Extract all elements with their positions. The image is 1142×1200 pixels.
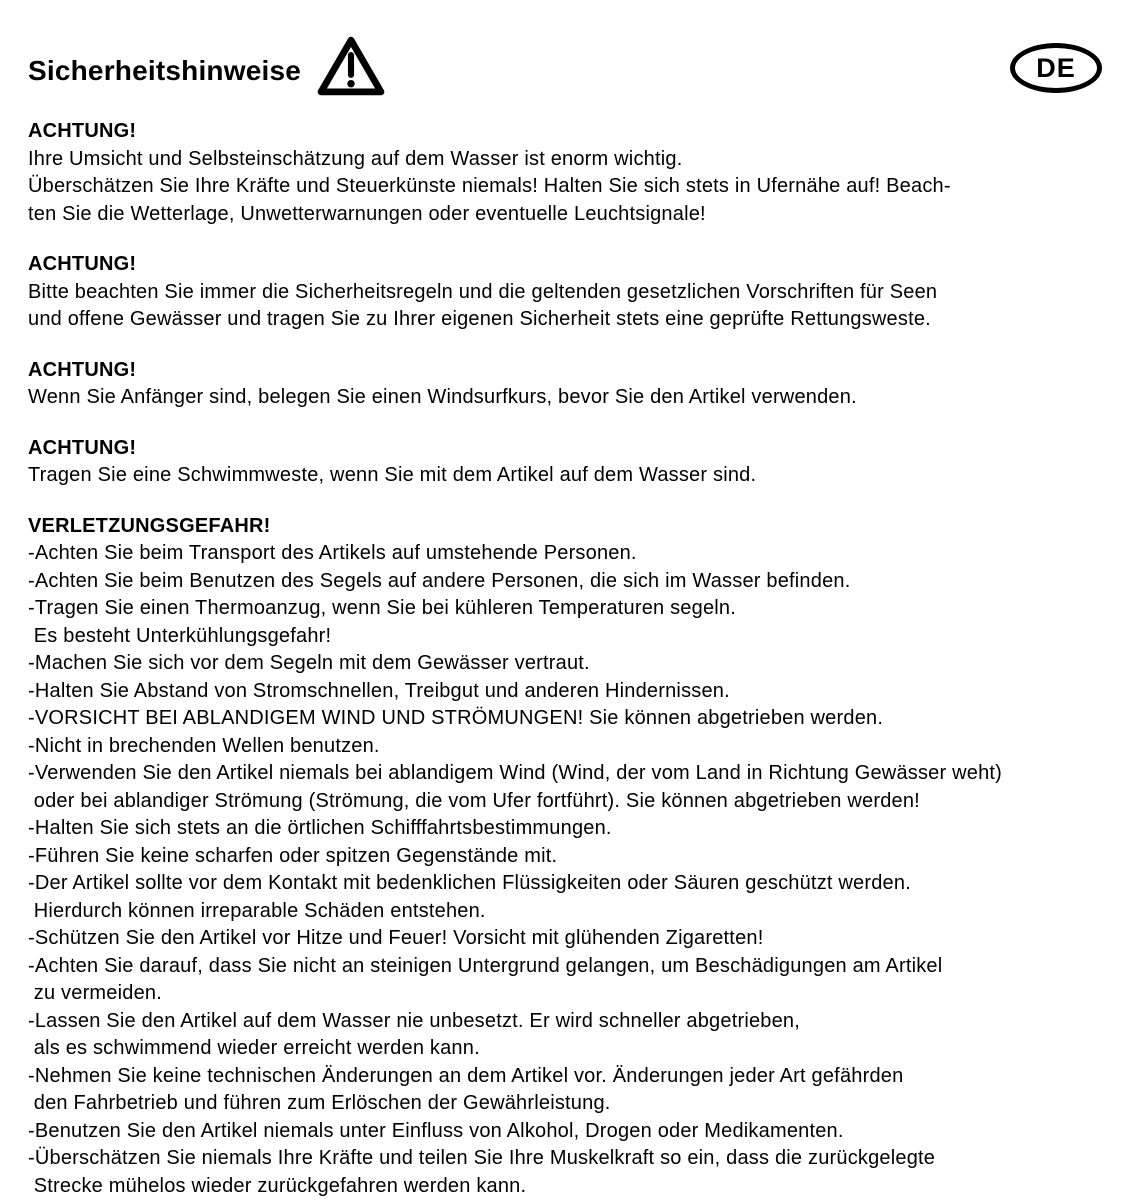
text-line: -Der Artikel sollte vor dem Kontakt mit bedenklichen Flüssigkeiten oder Säuren geschützt werden. (28, 870, 1132, 898)
text-line: -Benutzen Sie den Artikel niemals unter Einfluss von Alkohol, Drogen oder Medikamenten. (28, 1118, 1132, 1146)
text-line: -Verwenden Sie den Artikel niemals bei ablandigem Wind (Wind, der vom Land in Richtung Gewässer weht) (28, 760, 1132, 788)
text-line: zu vermeiden. (28, 980, 1132, 1008)
page-header (28, 40, 1132, 102)
text-line: Überschätzen Sie Ihre Kräfte und Steuerkünste niemals! Halten Sie sich stets in Ufernähe auf! Beach- (28, 173, 1132, 201)
section-heading: ACHTUNG! (28, 435, 1132, 463)
text-line: oder bei ablandiger Strömung (Strömung, die vom Ufer fortführt). Sie können abgetrieben werden! (28, 788, 1132, 816)
text-line: und offene Gewässer und tragen Sie zu Ihrer eigenen Sicherheit stets eine geprüfte Rettungsweste. (28, 306, 1132, 334)
text-line: -Machen Sie sich vor dem Segeln mit dem Gewässer vertraut. (28, 650, 1132, 678)
section-achtung-3 (28, 357, 1132, 412)
text-line: -Überschätzen Sie niemals Ihre Kräfte und teilen Sie Ihre Muskelkraft so ein, dass die zurückgelegte (28, 1145, 1132, 1173)
text-line: Wenn Sie Anfänger sind, belegen Sie einen Windsurfkurs, bevor Sie den Artikel verwenden. (28, 384, 1132, 412)
text-line: -VORSICHT BEI ABLANDIGEM WIND UND STRÖMUNGEN! Sie können abgetrieben werden. (28, 705, 1132, 733)
text-line: -Achten Sie beim Benutzen des Segels auf andere Personen, die sich im Wasser befinden. (28, 568, 1132, 596)
section-verletzungsgefahr (28, 513, 1132, 1200)
text-line: -Tragen Sie einen Thermoanzug, wenn Sie bei kühleren Temperaturen segeln. (28, 595, 1132, 623)
text-line: Tragen Sie eine Schwimmweste, wenn Sie mit dem Artikel auf dem Wasser sind. (28, 462, 1132, 490)
text-line: -Achten Sie darauf, dass Sie nicht an steinigen Untergrund gelangen, um Beschädigungen am Artikel (28, 953, 1132, 981)
section-heading: ACHTUNG! (28, 357, 1132, 385)
text-line: -Nicht in brechenden Wellen benutzen. (28, 733, 1132, 761)
text-line: Es besteht Unterkühlungsgefahr! (28, 623, 1132, 651)
text-line: Bitte beachten Sie immer die Sicherheitsregeln und die geltenden gesetzlichen Vorschriften für Seen (28, 279, 1132, 307)
text-line: -Schützen Sie den Artikel vor Hitze und Feuer! Vorsicht mit glühenden Zigaretten! (28, 925, 1132, 953)
section-achtung-2 (28, 251, 1132, 334)
text-line: als es schwimmend wieder erreicht werden kann. (28, 1035, 1132, 1063)
text-line: -Achten Sie beim Transport des Artikels auf umstehende Personen. (28, 540, 1132, 568)
section-heading: VERLETZUNGSGEFAHR! (28, 513, 1132, 541)
section-achtung-1 (28, 118, 1132, 228)
page-title: Sicherheitshinweise (28, 55, 301, 87)
text-line: -Nehmen Sie keine technischen Änderungen an dem Artikel vor. Änderungen jeder Art gefährden (28, 1063, 1132, 1091)
section-heading: ACHTUNG! (28, 118, 1132, 146)
text-line: Strecke mühelos wieder zurückgefahren werden kann. (28, 1173, 1132, 1200)
section-heading: ACHTUNG! (28, 251, 1132, 279)
text-line: -Halten Sie sich stets an die örtlichen Schifffahrtsbestimmungen. (28, 815, 1132, 843)
text-line: -Halten Sie Abstand von Stromschnellen, Treibgut und anderen Hindernissen. (28, 678, 1132, 706)
language-badge: DE (1010, 43, 1102, 93)
text-line: ten Sie die Wetterlage, Unwetterwarnungen oder eventuelle Leuchtsignale! (28, 201, 1132, 229)
text-line: -Lassen Sie den Artikel auf dem Wasser nie unbesetzt. Er wird schneller abgetrieben, (28, 1008, 1132, 1036)
text-line: den Fahrbetrieb und führen zum Erlöschen der Gewährleistung. (28, 1090, 1132, 1118)
text-line: -Führen Sie keine scharfen oder spitzen Gegenstände mit. (28, 843, 1132, 871)
text-line: Hierdurch können irreparable Schäden entstehen. (28, 898, 1132, 926)
text-line: Ihre Umsicht und Selbsteinschätzung auf dem Wasser ist enorm wichtig. (28, 146, 1132, 174)
warning-triangle-icon (317, 35, 385, 102)
section-achtung-4 (28, 435, 1132, 490)
